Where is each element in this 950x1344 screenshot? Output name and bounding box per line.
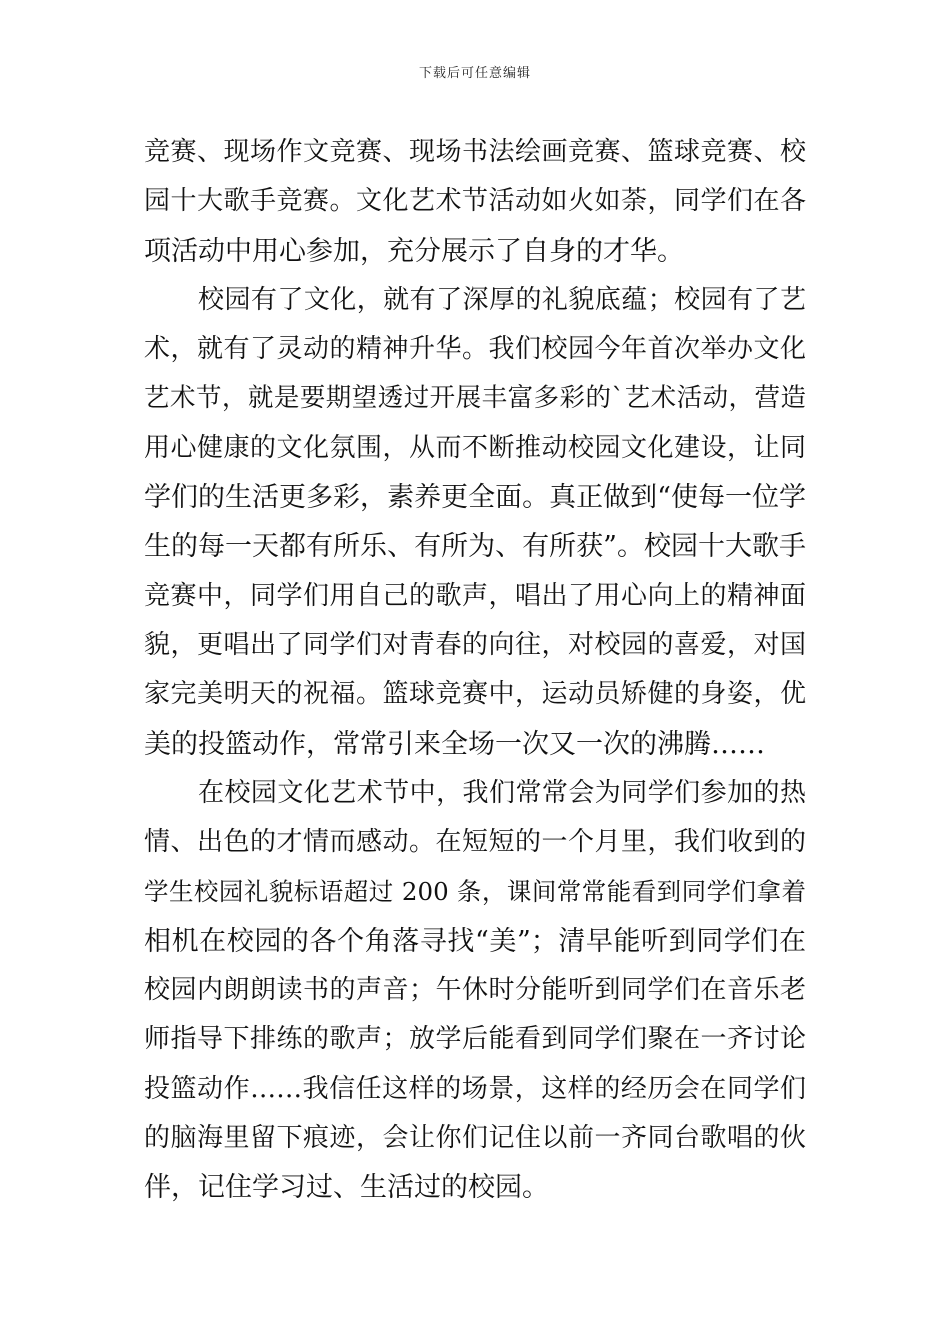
text-line: 校园内朗朗读书的声音；午休时分能听到同学们在音乐老 bbox=[144, 975, 806, 1006]
text-line: 师指导下排练的歌声；放学后能看到同学们聚在一齐讨论 bbox=[144, 1024, 806, 1055]
text-line: 竞赛中，同学们用自己的歌声，唱出了用心向上的精神面 bbox=[144, 580, 806, 611]
page-header: 下载后可任意编辑 bbox=[418, 66, 531, 81]
text-line: 情、出色的才情而感动。在短短的一个月里，我们收到的 bbox=[144, 827, 806, 858]
text-line: 貌，更唱出了同学们对青春的向往，对校园的喜爱，对国 bbox=[144, 629, 806, 660]
text-line: 生的每一天都有所乐、有所为、有所获”。校园十大歌手 bbox=[144, 531, 806, 563]
text-line: 投篮动作……我信任这样的场景，这样的经历会在同学们 bbox=[144, 1073, 806, 1104]
text-line: 在校园文化艺术节中，我们常常会为同学们参加的热 bbox=[198, 777, 806, 808]
text-line: 用心健康的文化氛围，从而不断推动校园文化建设，让同 bbox=[144, 432, 806, 463]
document-body bbox=[144, 128, 806, 1213]
text-line: 校园有了文化，就有了深厚的礼貌底蕴；校园有了艺 bbox=[198, 284, 806, 315]
text-line: 的脑海里留下痕迹，会让你们记住以前一齐同台歌唱的伙 bbox=[144, 1122, 806, 1153]
text-line: 竞赛、现场作文竞赛、现场书法绘画竞赛、篮球竞赛、校 bbox=[144, 137, 806, 167]
text-line: 学生校园礼貌标语超过 200 条，课间常常能看到同学们拿着 bbox=[144, 877, 806, 907]
text-line: 伴，记住学习过、生活过的校园。 bbox=[144, 1172, 549, 1204]
text-line: 术，就有了灵动的精神升华。我们校园今年首次举办文化 bbox=[144, 334, 806, 365]
text-line: 学们的生活更多彩，素养更全面。真正做到“使每一位学 bbox=[144, 482, 806, 514]
text-line: 项活动中用心参加，充分展示了自身的才华。 bbox=[144, 235, 684, 267]
text-line: 美的投篮动作，常常引来全场一次又一次的沸腾…… bbox=[144, 728, 765, 760]
text-line: 园十大歌手竞赛。文化艺术节活动如火如荼，同学们在各 bbox=[144, 186, 806, 217]
text-line: 艺术节，就是要期望透过开展丰富多彩的`艺术活动，营造 bbox=[144, 383, 806, 414]
text-line: 相机在校园的各个角落寻找“美”；清早能听到同学们在 bbox=[144, 925, 806, 957]
text-line: 家完美明天的祝福。篮球竞赛中，运动员矫健的身姿，优 bbox=[144, 679, 806, 710]
